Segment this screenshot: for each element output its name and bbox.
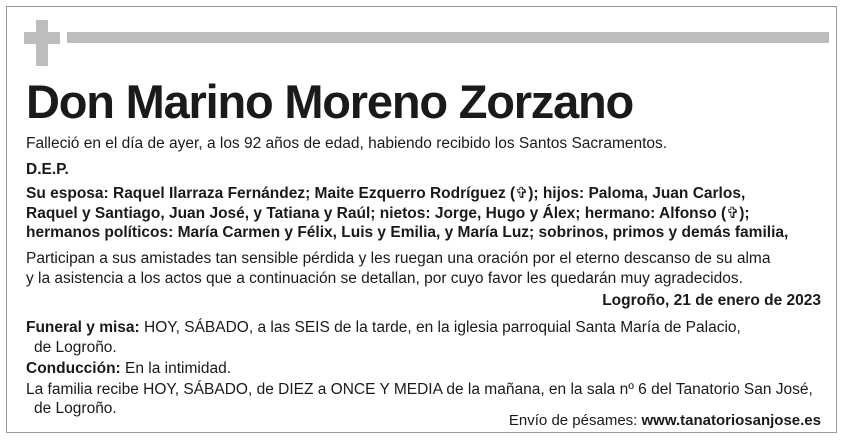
deceased-name: Don Marino Moreno Zorzano [26, 75, 634, 128]
intro-text: Falleció en el día de ayer, a los 92 años de edad, habiendo recibido los Santos Sacramentos. [26, 135, 668, 152]
website-link[interactable]: www.tanatoriosanjose.es [641, 412, 821, 429]
funeral-cont: de Logroño. [34, 339, 117, 356]
funeral-text: HOY, SÁBADO, a las SEIS de la tarde, en la iglesia parroquial Santa María de Palacio, [139, 319, 741, 336]
relatives-line: Su esposa: Raquel Ilarraza Fernández; Maite Ezquerro Rodríguez (✞); hijos: Paloma, Juan Carlos, [26, 185, 746, 202]
participation-line: Participan a sus amistades tan sensible pérdida y les ruegan una oración por el eterno descanso de su alma [26, 250, 771, 267]
familia-line: La familia recibe HOY, SÁBADO, de DIEZ a ONCE Y MEDIA de la mañana, en la sala nº 6 del Tanatorio San José, [26, 381, 813, 398]
header-rule [67, 32, 829, 43]
conduccion-label: Conducción: [26, 360, 121, 377]
cross-icon [24, 20, 60, 66]
participation-block [26, 249, 826, 289]
footer-label: Envío de pésames: [508, 412, 642, 429]
funeral-label: Funeral y misa: [26, 319, 140, 336]
funeral-line [26, 318, 741, 338]
familia-cont: de Logroño. [34, 400, 117, 417]
relatives-block [26, 184, 826, 243]
condolences-footer [509, 412, 821, 429]
dep-text: D.E.P. [26, 161, 69, 178]
conduccion-line [26, 359, 231, 379]
relatives-line: hermanos políticos: María Carmen y Félix, Luis y Emilia, y María Luz; sobrinos, primos y demás familia, [26, 224, 789, 241]
relatives-line: Raquel y Santiago, Juan José, y Tatiana y Raúl; nietos: Jorge, Hugo y Álex; hermano: Alfonso (✞); [26, 204, 750, 222]
participation-line: y la asistencia a los actos que a continuación se detallan, por cuyo favor les quedarán muy agradecidos. [26, 270, 743, 287]
conduccion-text: En la intimidad. [120, 360, 231, 377]
date-location: Logroño, 21 de enero de 2023 [602, 292, 821, 309]
